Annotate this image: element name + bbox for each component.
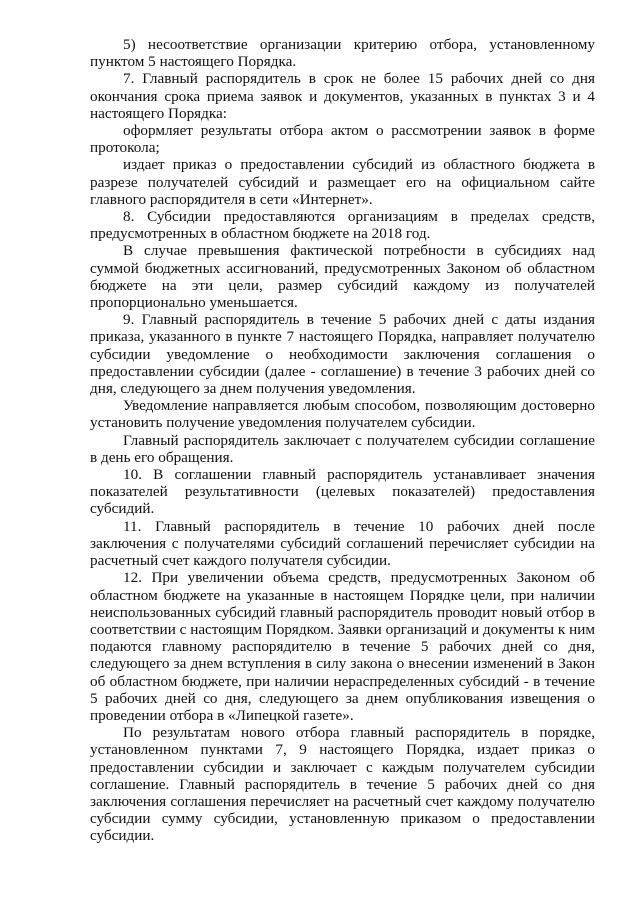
paragraph-clause-12: 12. При увеличении объема средств, предусмотренных Законом об областном бюджете на указанные в настоящем Порядке цели, при наличии неиспользованных субсидий главный распорядитель проводит новый отбор в соответствии с настоящим Порядком. Заявки организаций и документы к ним подаются главному распорядителю в течение 5 рабочих дней со дня, следующего за днем вступления в силу закона о внесении изменений в Закон об областном бюджете, при наличии нераспределенных субсидий - в течение 5 рабочих дней со дня, следующего за днем опубликования извещения о проведении отбора в «Липецкой газете». (90, 569, 595, 724)
paragraph-proportional-reduction: В случае превышения фактической потребности в субсидиях над суммой бюджетных ассигнований, предусмотренных Законом об областном бюджете на эти цели, размер субсидий каждому из получателей пропорционально уменьшается. (90, 242, 595, 312)
paragraph-clause-9: 9. Главный распорядитель в течение 5 рабочих дней с даты издания приказа, указанного в пункте 7 настоящего Порядка, направляет получателю субсидии уведомление о необходимости заключения соглашения о предоставлении субсидии (далее - соглашение) в течение 3 рабочих дней со дня, следующего за днем получения уведомления. (90, 311, 595, 398)
paragraph-clause-11: 11. Главный распорядитель в течение 10 рабочих дней после заключения с получателями субсидий соглашений перечисляет субсидии на расчетный счет каждого получателя субсидии. (90, 517, 595, 570)
paragraph-agreement-day: Главный распорядитель заключает с получателем субсидии соглашение в день его обращения. (90, 431, 595, 466)
paragraph-clause-10: 10. В соглашении главный распорядитель устанавливает значения показателей результативности (целевых показателей) предоставления субсидий. (90, 466, 595, 518)
paragraph-new-selection-results: По результатам нового отбора главный распорядитель в порядке, установленном пунктами 7, 9 настоящего Порядка, издает приказ о предоставлении субсидии и заключает с каждым получателем субсидии соглашение. Главный распорядитель в течение 5 рабочих дней со дня заключения соглашения перечисляет на расчетный счет каждому получателю субсидии сумму субсидии, установленную приказом о предоставлении субсидии. (90, 724, 595, 845)
paragraph-protocol: оформляет результаты отбора актом о рассмотрении заявок в форме протокола; (90, 122, 595, 157)
paragraph-clause-7: 7. Главный распорядитель в срок не более 15 рабочих дней со дня окончания срока приема заявок и документов, указанных в пунктах 3 и 4 настоящего Порядка: (90, 70, 595, 122)
paragraph-clause-8: 8. Субсидии предоставляются организациям в пределах средств, предусмотренных в областном бюджете на 2018 год. (90, 208, 595, 243)
paragraph-notification: Уведомление направляется любым способом, позволяющим достоверно установить получение уведомления получателем субсидии. (90, 397, 595, 432)
paragraph-order-publication: издает приказ о предоставлении субсидий из областного бюджета в разрезе получателей субсидий и размещает его на официальном сайте главного распорядителя в сети «Интернет». (90, 156, 595, 208)
paragraph-item-5-criteria: 5) несоответствие организации критерию отбора, установленному пунктом 5 настоящего Порядка. (90, 36, 595, 71)
